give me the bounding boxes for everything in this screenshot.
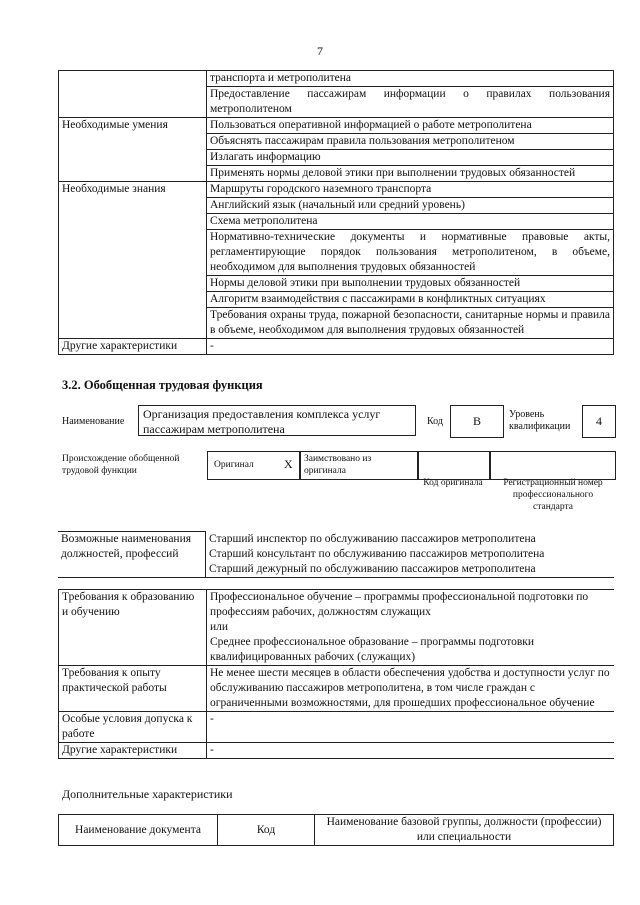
origin-label: Происхождение обобщенной трудовой функции: [62, 454, 180, 476]
table-cell: Алгоритм взаимодействия с пассажирами в конфликтных ситуациях: [207, 292, 614, 308]
row-label: Необходимые умения: [59, 118, 207, 182]
table-cell: Схема метрополитена: [207, 214, 614, 230]
table-cell: Предоставление пассажирам информации о правилах пользования метрополитеном: [207, 87, 614, 118]
code-caption: Код оригинала: [423, 478, 483, 488]
header-doc-name: Наименование документа: [59, 815, 218, 846]
table-row: [59, 71, 614, 87]
table-cell: Пользоваться оперативной информацией о работе метрополитена: [207, 118, 614, 134]
table-cell: Нормы деловой этики при выполнении трудовых обязанностей: [207, 276, 614, 292]
table-cell: Требования охраны труда, пожарной безопасности, санитарные нормы и правила в объеме, необходимом для выполнения трудовых обязанностей: [207, 308, 614, 339]
table-row: [59, 339, 614, 355]
table-row: [59, 666, 615, 712]
additional-table: [58, 814, 614, 846]
table-row: [59, 712, 615, 743]
row-label: Особые условия допуска к работе: [59, 712, 207, 743]
original-text: Оригинал: [214, 460, 254, 470]
position-item: Старший дежурный по обслуживанию пассажиров метрополитена: [206, 562, 615, 578]
table-row: [59, 118, 614, 134]
section-title: 3.2. Обобщенная трудовая функция: [62, 378, 263, 392]
table-cell: Профессиональное обучение – программы профессиональной подготовки по профессиям рабочих, должностям служащих или Среднее профессиональное образование – программы подготовки квалифицированных рабочих (служащих): [207, 590, 615, 666]
borrowed-text: Заимствовано из оригинала: [304, 454, 372, 476]
requirements-table: [58, 589, 614, 759]
row-label: Возможные наименования должностей, профессий: [58, 532, 206, 578]
table-header-row: [59, 815, 614, 846]
table-cell: транспорта и метрополитена: [207, 71, 614, 87]
table-cell: Нормативно-технические документы и нормативные правовые акты, регламентирующие порядок пользования метрополитеном, в объеме, необходимом для выполнения трудовых обязанностей: [207, 230, 614, 276]
origin-borrowed-box: [299, 451, 419, 480]
table-cell: Излагать информацию: [207, 150, 614, 166]
position-item: Старший консультант по обслуживанию пассажиров метрополитена: [209, 547, 545, 560]
table-cell: Не менее шести месяцев в области обеспечения удобства и доступности услуг по обслуживанию пассажиров метрополитена, в том числе граждан с ограниченными возможностями, для прошедших профессиональное обучение: [207, 666, 615, 712]
header-code: Код: [218, 815, 315, 846]
row-label: Требования к образованию и обучению: [59, 590, 207, 666]
function-name-value: Организация предоставления комплекса услуг пассажирам метрополитена: [138, 405, 416, 436]
page-number: 7: [317, 44, 323, 58]
code-label: Код: [427, 416, 443, 427]
table-cell: Английский язык (начальный или средний уровень): [207, 198, 614, 214]
table-cell: -: [207, 743, 615, 759]
table-row: [59, 743, 615, 759]
table-cell: -: [207, 339, 614, 355]
positions-table: [58, 531, 614, 578]
table-cell: Объяснять пассажирам правила пользования метрополитеном: [207, 134, 614, 150]
position-item: Старший инспектор по обслуживанию пассажиров метрополитена: [209, 532, 536, 545]
table-row: [58, 532, 614, 547]
table-cell: -: [207, 712, 615, 743]
table-row: [59, 590, 615, 666]
original-code-box: [417, 451, 491, 480]
level-value: 4: [582, 405, 616, 438]
additional-title: Дополнительные характеристики: [62, 787, 233, 801]
reg-caption: Регистрационный номер профессионального стандарта: [503, 478, 603, 512]
origin-original-box: [207, 451, 301, 480]
reg-number-box: [489, 451, 616, 480]
function-code-value: B: [450, 405, 504, 438]
level-label: Уровень квалификации: [509, 409, 571, 432]
table-cell: Маршруты городского наземного транспорта: [207, 182, 614, 198]
table-cell: Применять нормы деловой этики при выполнении трудовых обязанностей: [207, 166, 614, 182]
row-label: [59, 71, 207, 118]
row-label: Другие характеристики: [59, 339, 207, 355]
row-label: Требования к опыту практической работы: [59, 666, 207, 712]
row-label: Другие характеристики: [59, 743, 207, 759]
table-row: [59, 182, 614, 198]
row-label: Необходимые знания: [59, 182, 207, 339]
skills-knowledge-table: [58, 70, 614, 355]
name-label: Наименование: [62, 416, 125, 427]
original-mark: X: [284, 457, 293, 471]
header-group-name: Наименование базовой группы, должности (профессии) или специальности: [315, 815, 614, 846]
